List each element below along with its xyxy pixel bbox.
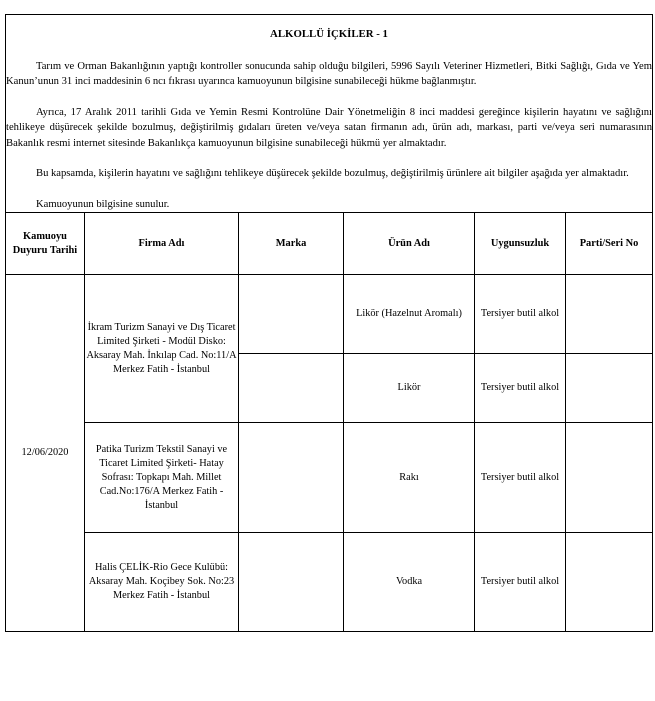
intro-section — [6, 15, 653, 213]
brand-cell — [239, 354, 344, 423]
batch-cell — [566, 275, 653, 354]
product-name: Likör — [344, 354, 475, 423]
nonconformity-cell: Tersiyer butil alkol — [475, 533, 566, 632]
nonconformity-cell: Tersiyer butil alkol — [475, 423, 566, 533]
firm-name: İkram Turizm Sanayi ve Dış Ticaret Limited Şirketi - Modül Disko: Aksaray Mah. İnkılap Cad. No:11/A Merkez Fatih - İstanbul — [85, 275, 239, 423]
batch-cell — [566, 423, 653, 533]
product-name: Rakı — [344, 423, 475, 533]
batch-cell — [566, 533, 653, 632]
paragraph-3: Bu kapsamda, kişilerin hayatını ve sağlığını tehlikeye düşürecek şekilde bozulmuş, değiştirilmiş ürünlere ait bilgiler aşağıda yer almaktadır. — [36, 168, 629, 179]
header-product: Ürün Adı — [344, 213, 475, 275]
header-date: Kamuoyu Duyuru Tarihi — [6, 213, 85, 275]
brand-cell — [239, 423, 344, 533]
firm-name: Patika Turizm Tekstil Sanayi ve Ticaret Limited Şirketi- Hatay Sofrası: Topkapı Mah. Millet Cad.No:176/A Merkez Fatih - İstanbul — [85, 423, 239, 533]
nonconformity-cell: Tersiyer butil alkol — [475, 275, 566, 354]
product-name: Vodka — [344, 533, 475, 632]
paragraph-2: Ayrıca, 17 Aralık 2011 tarihli Gıda ve Yemin Resmi Kontrolüne Dair Yönetmeliğin 8 inci maddesi gereğince kişilerin hayatını ve sağlığını tehlikeye düşürecek şekilde bozulmuş, değiştirilmiş gıdaları üreten ve/veya satan firmanın adı, ürün adı, markası, parti ve/veya seri numarasının Bakanlık resmi internet sitesinde Bakanlıkça kamuoyunun bilgisine sunabileceği hükmü yer almaktadır. — [6, 106, 652, 149]
batch-cell — [566, 354, 653, 423]
brand-cell — [239, 275, 344, 354]
document-title: ALKOLLÜ İÇKİLER - 1 — [270, 28, 388, 40]
brand-cell — [239, 533, 344, 632]
header-nonconformity: Uygunsuzluk — [475, 213, 566, 275]
announcement-date: 12/06/2020 — [6, 275, 85, 632]
header-brand: Marka — [239, 213, 344, 275]
paragraph-1: Tarım ve Orman Bakanlığının yaptığı kontroller sonucunda sahip olduğu bilgileri, 5996 Sayılı Veteriner Hizmetleri, Bitki Sağlığı, Gıda ve Yem Kanun’unun 31 inci maddesinin 6 ncı fıkrası uyarınca kamuoyunun bilgisine sunabileceği hükme bağlanmıştır. — [6, 60, 652, 87]
product-name: Likör (Hazelnut Aromalı) — [344, 275, 475, 354]
firm-name: Halis ÇELİK-Rio Gece Kulübü: Aksaray Mah. Koçibey Sok. No:23 Merkez Fatih - İstanbul — [85, 533, 239, 632]
header-batch: Parti/Seri No — [566, 213, 653, 275]
table-row — [6, 275, 653, 354]
announcement-table — [5, 14, 653, 632]
table-row — [6, 533, 653, 632]
nonconformity-cell: Tersiyer butil alkol — [475, 354, 566, 423]
table-row — [6, 423, 653, 533]
paragraph-4: Kamuoyunun bilgisine sunulur. — [36, 198, 170, 210]
header-firm: Firma Adı — [85, 213, 239, 275]
table-header-row — [6, 213, 653, 275]
